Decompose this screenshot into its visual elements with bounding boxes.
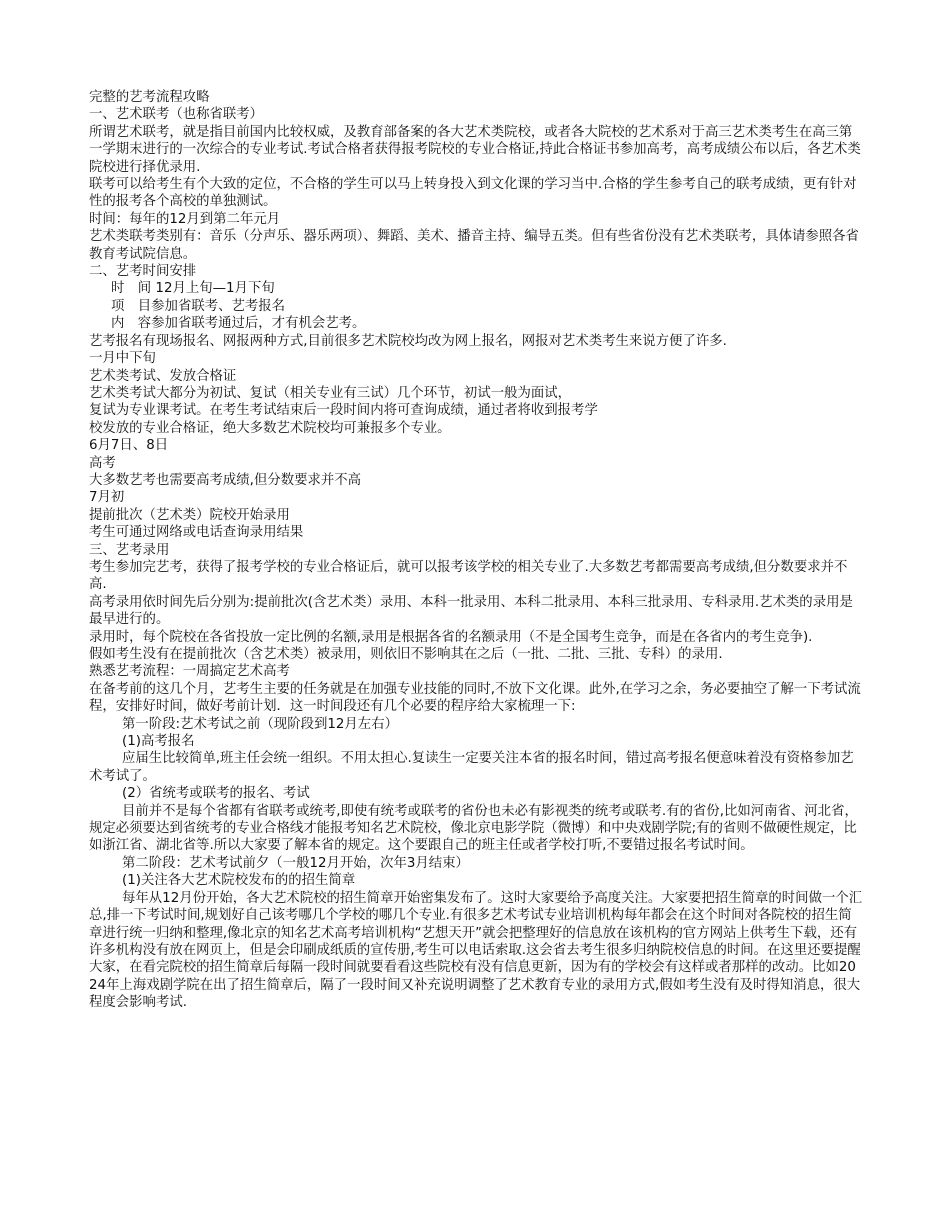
paragraph: 高考: [89, 455, 116, 471]
document-body: [89, 89, 864, 1012]
paragraph: 6月7日、8日: [89, 438, 169, 454]
paragraph: 联考可以给考生有个大致的定位，不合格的学生可以马上转身投入到文化课的学习当中.合格的学生参考自己的联考成绩，更有针对性的报考各个高校的单独测试。: [89, 177, 857, 210]
paragraph: 考生可通过网络或电话查询录用结果: [89, 525, 304, 541]
paragraph: 考生参加完艺考，获得了报考学校的专业合格证后，就可以报考该学校的相关专业了.大多数艺考都需要高考成绩,但分数要求并不高.: [89, 559, 848, 593]
sub-heading: (1)关注各大艺术院校发布的的招生简章: [122, 873, 356, 889]
paragraph: 每年从12月份开始，各大艺术院校的招生简章开始密集发布了。这时大家要给予高度关注。大家要把招生简章的时间做一个汇总,排一下考试时间,规划好自己该考哪几个学校的哪几个专业.有很多艺术考试专业培训机构每年都会在这个时间对各院校的招生简章进行统一归纳和整理,像北京的知名艺术高考培训机构“艺想天开”就会把整理好的信息放在该机构的官方网站上供考生下载，还有许多机构没有放在网页上，但是会印刷成纸质的宣传册,考生可以电话索取.这会省去考生很多归纳院校信息的时间。在这里还要提醒大家，在看完院校的招生简章后每隔一段时间就要看看这些院校有没有信息更新，因为有的学校会有这样或者那样的改动。比如2024年上海戏剧学院在出了招生简章后，隔了一段时间又补充说明调整了艺术教育专业的录用方式,假如考生没有及时得知消息，很大程度会影响考试.: [89, 890, 863, 1011]
paragraph: 假如考生没有在提前批次（含艺术类）被录用，则依旧不影响其在之后（一批、二批、三批、专科）的录用.: [89, 647, 723, 662]
paragraph: 目前并不是每个省都有省联考或统考,即使有统考或联考的省份也未必有影视类的统考或联考.有的省份,比如河南省、河北省，规定必须要达到省统考的专业合格线才能报考知名艺术院校，像北京电影学院（微博）和中央戏剧学院;有的省则不做硬性规定，比如浙江省、湖北省等.所以大家要了解本省的规定。这个要跟自己的班主任或者学校打听,不要错过报名考试时间。: [89, 803, 858, 854]
paragraph: 艺术类考试、发放合格证: [89, 368, 237, 384]
paragraph: 提前批次（艺术类）院校开始录用: [89, 507, 290, 523]
sub-heading: (1)高考报名: [122, 734, 195, 750]
paragraph: 高考录用依时间先后分别为:提前批次(含艺术类）录用、本科一批录用、本科二批录用、本科三批录用、专科录用.艺术类的录用是最早进行的。: [89, 594, 853, 628]
document-title: 完整的艺考流程攻略: [89, 90, 210, 105]
section-heading-2: 二、艺考时间安排: [89, 264, 197, 280]
schedule-content: 内 容参加省联考通过后，才有机会艺考。: [111, 316, 366, 332]
paragraph: 应届生比较简单,班主任会统一组织。不用太担心.复读生一定要关注本省的报名时间，错过高考报名便意味着没有资格参加艺术考试了。: [89, 751, 854, 784]
schedule-time: 时 间 12月上旬—1月下旬: [111, 281, 275, 297]
stage-heading-1: 第一阶段:艺术考试之前（现阶段到12月左右）: [122, 716, 398, 732]
paragraph: 艺考报名有现场报名、网报两种方式,目前很多艺术院校均改为网上报名，网报对艺术类考生来说方便了许多.: [89, 333, 727, 349]
paragraph: 校发放的专业合格证，绝大多数艺术院校均可兼报多个专业。: [89, 420, 451, 436]
paragraph: 艺术类联考类别有：音乐（分声乐、器乐两项）、舞蹈、美术、播音主持、编导五类。但有些省份没有艺术类联考，具体请参照各省教育考试院信息。: [89, 229, 859, 262]
section-heading-3: 三、艺考录用: [89, 542, 170, 558]
sub-heading: (2）省统考或联考的报名、考试: [122, 786, 310, 802]
paragraph: 所谓艺术联考，就是指目前国内比较权威，及教育部备案的各大艺术类院校，或者各大院校的艺术系对于高三艺术类考生在高三第一学期末进行的一次综合的专业考试.考试合格者获得报考院校的专业合格证,持此合格证书参加高考，高考成绩公布以后，各艺术类院校进行择优录用.: [89, 124, 861, 175]
paragraph: 复试为专业课考试。在考生考试结束后一段时间内将可查询成绩，通过者将收到报考学: [89, 403, 598, 419]
paragraph: 在备考前的这几个月，艺考生主要的任务就是在加强专业技能的同时,不放下文化课。此外,在学习之余，务必要抽空了解一下考试流程，安排好时间，做好考前计划．这一时间段还有几个必要的程序给大家梳理一下:: [89, 681, 861, 715]
paragraph: 7月初: [89, 490, 125, 506]
subtitle: 熟悉艺考流程：一周搞定艺术高考: [89, 664, 290, 680]
paragraph: 一月中下旬: [89, 351, 156, 367]
paragraph: 艺术类考试大都分为初试、复试（相关专业有三试）几个环节，初试一般为面试，: [89, 385, 572, 401]
section-heading-1: 一、艺术联考（也称省联考）: [89, 107, 264, 123]
stage-heading-2: 第二阶段：艺术考试前夕（一般12月开始，次年3月结束）: [122, 855, 469, 871]
schedule-item: 项 目参加省联考、艺考报名: [111, 298, 286, 314]
paragraph: 大多数艺考也需要高考成绩,但分数要求并不高: [89, 472, 362, 488]
paragraph: 录用时，每个院校在各省投放一定比例的名额,录用是根据各省的名额录用（不是全国考生竞争，而是在各省内的考生竞争).: [89, 629, 813, 645]
paragraph: 时间：每年的12月到第二年元月: [89, 211, 281, 227]
